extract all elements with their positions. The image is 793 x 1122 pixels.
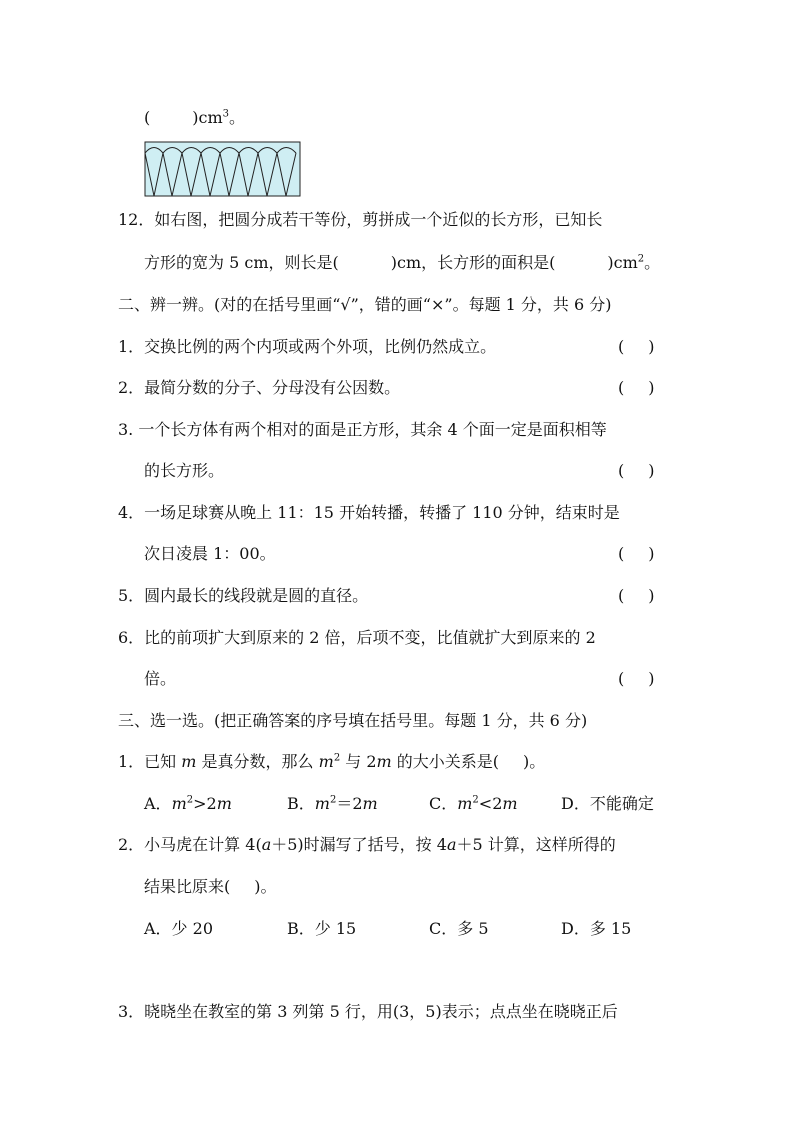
var-m: m bbox=[314, 794, 330, 813]
exponent: 2 bbox=[472, 794, 479, 806]
s3-q2-line2: 结果比原来( )。 bbox=[144, 877, 277, 896]
s3-q1-option-b[interactable] bbox=[287, 794, 378, 814]
var-m: m bbox=[216, 794, 232, 813]
s2-item-5: 5．圆内最长的线段就是圆的直径。 bbox=[118, 586, 369, 605]
s3-q2-option-d[interactable]: D．多 15 bbox=[561, 919, 632, 938]
s2-item-2-paren[interactable]: ( ) bbox=[618, 378, 655, 397]
option-label: B． bbox=[287, 794, 315, 813]
s3-q1-option-a[interactable] bbox=[144, 794, 232, 814]
exponent: 2 bbox=[329, 794, 337, 806]
s2-item-5-paren[interactable]: ( ) bbox=[618, 586, 655, 605]
var-a: a bbox=[446, 835, 457, 854]
exponent: 2 bbox=[186, 794, 194, 806]
s3-q2-option-b[interactable]: B．少 15 bbox=[287, 919, 357, 938]
relation: >2 bbox=[193, 794, 217, 813]
q12-end: 。 bbox=[644, 253, 661, 272]
s3-q2-line1 bbox=[118, 835, 616, 855]
var-m: m bbox=[376, 752, 392, 771]
var-m: m bbox=[502, 794, 518, 813]
section3-heading: 三、选一选。(把正确答案的序号填在括号里。每题 1 分，共 6 分) bbox=[118, 711, 588, 730]
relation: <2 bbox=[478, 794, 503, 813]
s2-item-4-paren[interactable]: ( ) bbox=[618, 544, 655, 563]
s2-item-1: 1．交换比例的两个内项或两个外项，比例仍然成立。 bbox=[118, 337, 497, 356]
answer-unit: )cm bbox=[192, 108, 223, 127]
s2-item-6-paren[interactable]: ( ) bbox=[618, 669, 655, 688]
q12-unit: )cm bbox=[607, 253, 638, 272]
q12-unit-exponent: 2 bbox=[637, 253, 645, 265]
var-m: m bbox=[171, 794, 187, 813]
s3-q2-option-a[interactable]: A．少 20 bbox=[144, 919, 214, 938]
s2-item-6-line1: 6．比的前项扩大到原来的 2 倍，后项不变，比值就扩大到原来的 2 bbox=[118, 628, 596, 647]
s3-q1-text-1: 1．已知 bbox=[118, 752, 182, 771]
s2-item-4-line1: 4．一场足球赛从晚上 11：15 开始转播，转播了 110 分钟，结束时是 bbox=[118, 503, 620, 522]
option-text: 不能确定 bbox=[589, 794, 654, 813]
s3-q2-text-3: ＋5 计算，这样所得的 bbox=[456, 835, 616, 854]
var-m: m bbox=[181, 752, 197, 771]
s3-q3-line1: 3．晓晓坐在教室的第 3 列第 5 行，用(3，5)表示；点点坐在晓晓正后 bbox=[118, 1002, 618, 1021]
prev-answer-line bbox=[144, 108, 245, 128]
s2-item-3-line2: 的长方形。 bbox=[144, 461, 225, 480]
exponent: 2 bbox=[333, 752, 341, 764]
s3-q2-text-2: ＋5)时漏写了括号，按 4 bbox=[271, 835, 447, 854]
var-m: m bbox=[318, 752, 334, 771]
s2-item-1-paren[interactable]: ( ) bbox=[618, 337, 655, 356]
var-a: a bbox=[261, 835, 272, 854]
q12-text-a: 方形的宽为 5 cm，则长是( bbox=[144, 253, 339, 272]
s3-q1-text-3: 与 2 bbox=[340, 752, 377, 771]
q12-line1: 12．如右图，把圆分成若干等份，剪拼成一个近似的长方形，已知长 bbox=[118, 210, 603, 229]
s2-item-3-line1: 3. 一个长方体有两个相对的面是正方形，其余 4 个面一定是面积相等 bbox=[118, 420, 607, 439]
s2-item-3-paren[interactable]: ( ) bbox=[618, 461, 655, 480]
rearranged-circle-figure bbox=[144, 141, 302, 197]
q12-text-b: )cm，长方形的面积是( bbox=[390, 253, 556, 272]
s2-item-4-line2: 次日凌晨 1：00。 bbox=[144, 544, 276, 563]
answer-paren-open: ( bbox=[144, 108, 151, 127]
s3-q1-option-d[interactable] bbox=[561, 794, 654, 814]
s2-item-6-line2: 倍。 bbox=[144, 669, 177, 688]
option-label: C． bbox=[429, 794, 458, 813]
var-m: m bbox=[457, 794, 473, 813]
s3-q1-text-2: 是真分数，那么 bbox=[196, 752, 319, 771]
s2-item-2: 2．最简分数的分子、分母没有公因数。 bbox=[118, 378, 401, 397]
s3-q2-text-1: 2．小马虎在计算 4( bbox=[118, 835, 262, 854]
option-label: A． bbox=[144, 794, 172, 813]
s3-q2-option-c[interactable]: C．多 5 bbox=[429, 919, 489, 938]
relation: ＝2 bbox=[336, 794, 363, 813]
unit-exponent: 3 bbox=[222, 108, 229, 120]
s3-q1-text-4: 的大小关系是( )。 bbox=[391, 752, 546, 771]
q12-line2 bbox=[144, 253, 660, 273]
answer-end: 。 bbox=[229, 108, 246, 127]
section2-heading: 二、辨一辨。(对的在括号里画“√”，错的画“×”。每题 1 分，共 6 分) bbox=[118, 295, 612, 314]
s3-q1-option-c[interactable] bbox=[429, 794, 518, 814]
option-label: D． bbox=[561, 794, 590, 813]
s3-q1-line1 bbox=[118, 752, 545, 772]
var-m: m bbox=[362, 794, 378, 813]
